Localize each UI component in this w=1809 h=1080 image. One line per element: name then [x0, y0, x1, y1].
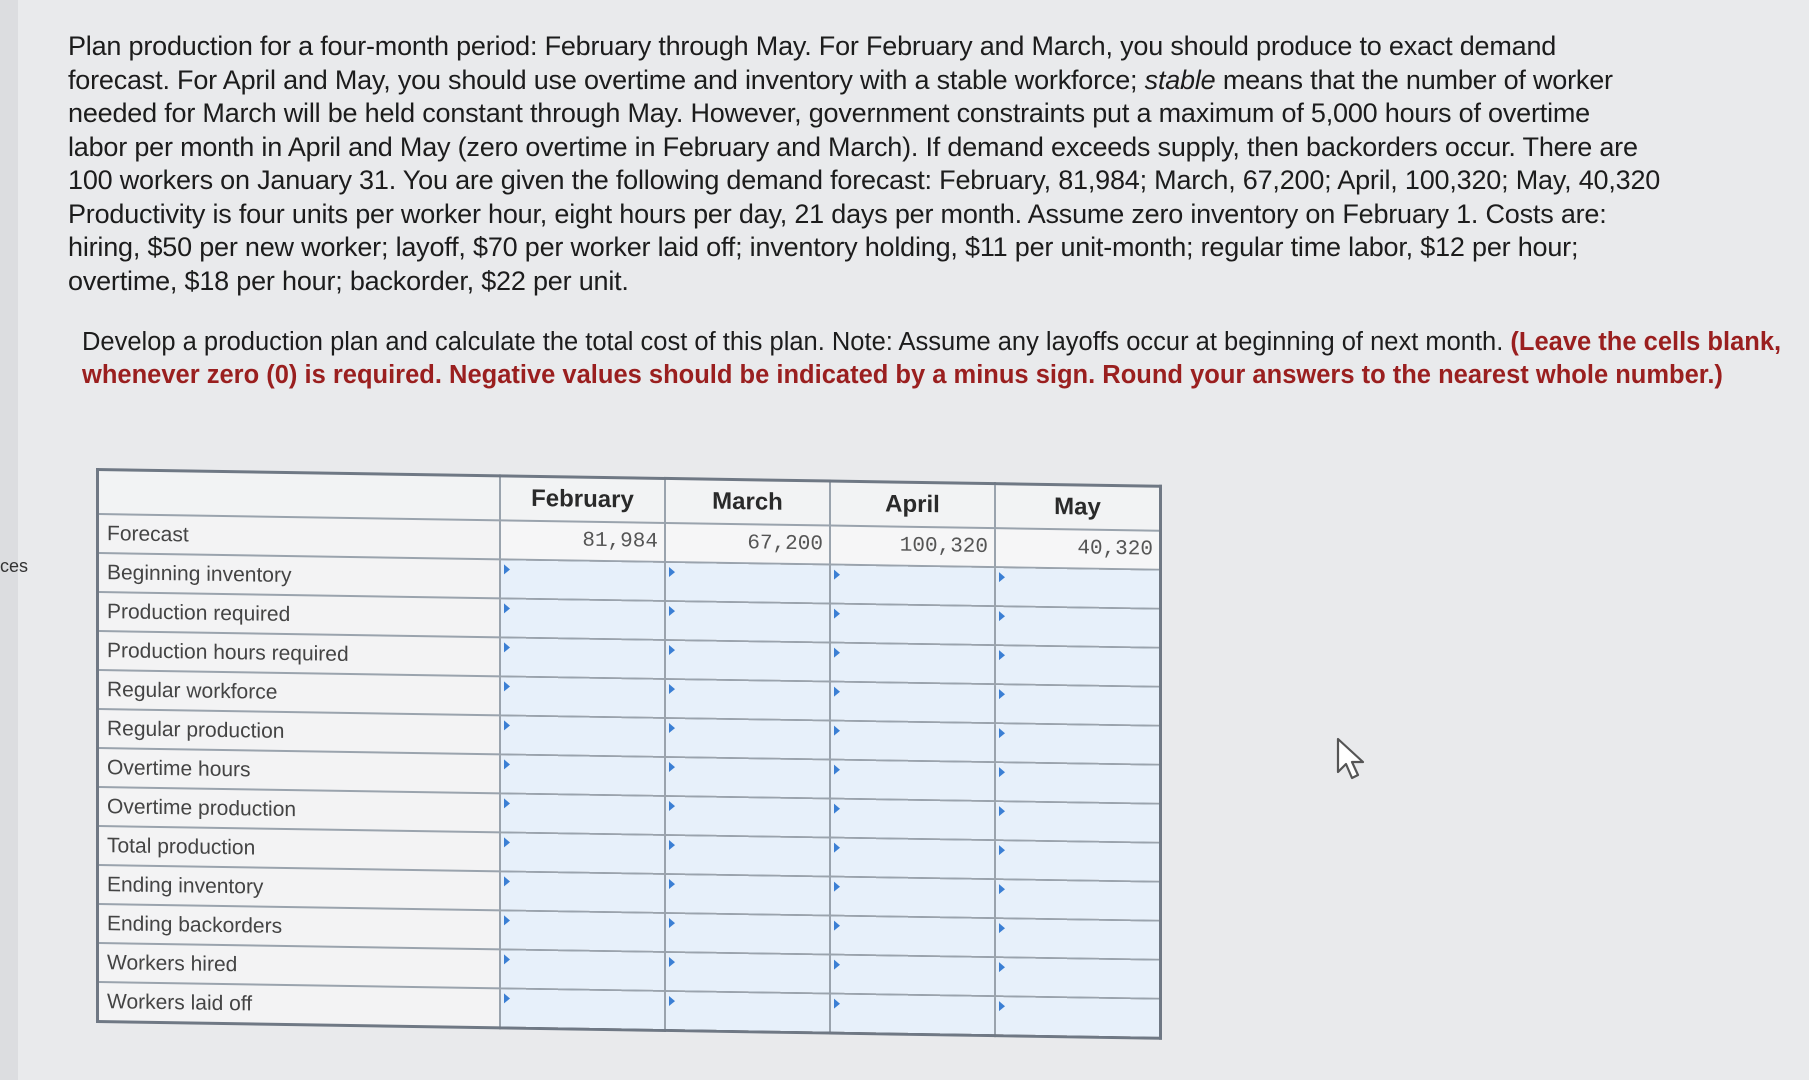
input-total-production-april[interactable]	[831, 839, 994, 879]
input-regular-production-february[interactable]	[501, 716, 664, 756]
row-label-workers-hired: Workers hired	[98, 943, 501, 988]
row-label-forecast: Forecast	[98, 514, 501, 559]
left-panel-edge	[0, 0, 18, 1080]
input-beginning-inventory-february[interactable]	[501, 560, 664, 600]
input-overtime-hours-may[interactable]	[996, 763, 1159, 803]
input-workers-laid-off-april[interactable]	[831, 995, 994, 1035]
problem-line: hiring, $50 per new worker; layoff, $70 per worker laid off; inventory holding, $11 per unit-month; regular time labor, $12 per hour;	[68, 232, 1579, 262]
input-regular-production-april[interactable]	[831, 722, 994, 762]
input-overtime-production-february[interactable]	[501, 794, 664, 834]
problem-line: needed for March will be held constant through May. However, government constraints put a maximum of 5,000 hours of overtime	[68, 98, 1590, 128]
cell-beginning-inventory-may	[995, 567, 1161, 609]
input-production-hours-required-may[interactable]	[996, 646, 1159, 686]
cell-regular-workforce-may	[995, 684, 1161, 726]
input-ending-inventory-april[interactable]	[831, 878, 994, 918]
cell-production-required-february	[500, 598, 665, 640]
input-production-required-february[interactable]	[501, 599, 664, 639]
cell-workers-hired-may	[995, 957, 1161, 999]
row-label-overtime-hours: Overtime hours	[98, 748, 501, 793]
row-label-production-hours-required: Production hours required	[98, 631, 501, 676]
cell-ending-backorders-february	[500, 910, 665, 952]
input-production-hours-required-april[interactable]	[831, 644, 994, 684]
cell-beginning-inventory-february	[500, 559, 665, 601]
cell-workers-laid-off-march	[665, 991, 830, 1033]
input-production-hours-required-february[interactable]	[501, 638, 664, 678]
input-overtime-production-april[interactable]	[831, 800, 994, 840]
cell-total-production-february	[500, 832, 665, 874]
cell-workers-hired-february	[500, 949, 665, 991]
cell-total-production-april	[830, 838, 995, 880]
forecast-value-march: 67,200	[665, 523, 830, 565]
cell-production-hours-required-march	[665, 640, 830, 682]
input-workers-laid-off-february[interactable]	[501, 989, 664, 1029]
side-panel-text: ces	[0, 556, 29, 576]
input-beginning-inventory-march[interactable]	[666, 563, 829, 603]
month-header-april: April	[830, 481, 995, 528]
input-beginning-inventory-april[interactable]	[831, 566, 994, 606]
cell-overtime-production-april	[830, 799, 995, 841]
production-plan-table	[96, 468, 1162, 1040]
row-label-regular-workforce: Regular workforce	[98, 670, 501, 715]
cell-overtime-production-february	[500, 793, 665, 835]
input-total-production-march[interactable]	[666, 836, 829, 876]
input-production-required-may[interactable]	[996, 607, 1159, 647]
instructions-bold-note: (Leave the cells blank, whenever zero (0) is required. Negative values should be indicated by a minus sign. Round your answers to the nearest whole number.)	[82, 328, 1782, 389]
cell-workers-hired-april	[830, 955, 995, 997]
cell-workers-laid-off-february	[500, 988, 665, 1030]
cell-overtime-hours-march	[665, 757, 830, 799]
input-workers-laid-off-may[interactable]	[996, 997, 1159, 1037]
cell-production-required-may	[995, 606, 1161, 648]
month-header-february: February	[500, 476, 665, 523]
cell-beginning-inventory-march	[665, 562, 830, 604]
cell-workers-laid-off-april	[830, 994, 995, 1036]
problem-line: overtime, $18 per hour; backorder, $22 per unit.	[68, 265, 629, 296]
input-production-required-march[interactable]	[666, 602, 829, 642]
cell-regular-workforce-february	[500, 676, 665, 718]
cell-ending-backorders-march	[665, 913, 830, 955]
cell-overtime-production-may	[995, 801, 1161, 843]
forecast-value-april: 100,320	[830, 526, 995, 568]
input-overtime-hours-february[interactable]	[501, 755, 664, 795]
input-overtime-production-may[interactable]	[996, 802, 1159, 842]
cell-ending-inventory-march	[665, 874, 830, 916]
input-workers-hired-february[interactable]	[501, 950, 664, 990]
cell-beginning-inventory-april	[830, 565, 995, 607]
month-header-march: March	[665, 478, 830, 525]
input-overtime-hours-april[interactable]	[831, 761, 994, 801]
row-label-ending-inventory: Ending inventory	[98, 865, 501, 910]
cell-overtime-hours-february	[500, 754, 665, 796]
row-label-overtime-production: Overtime production	[98, 787, 501, 832]
input-production-hours-required-march[interactable]	[666, 641, 829, 681]
input-overtime-hours-march[interactable]	[666, 758, 829, 798]
input-ending-backorders-may[interactable]	[996, 919, 1159, 959]
instructions-text: Develop a production plan and calculate the total cost of this plan. Note: Assume any layoffs occur at beginning of next month.	[82, 328, 1504, 356]
problem-line: Plan production for a four-month period: February through May. For February and March, you should produce to exact demand	[68, 31, 1557, 61]
row-label-ending-backorders: Ending backorders	[98, 904, 501, 949]
cell-ending-backorders-may	[995, 918, 1161, 960]
input-ending-inventory-february[interactable]	[501, 872, 664, 912]
row-label-total-production: Total production	[98, 826, 501, 871]
cell-ending-inventory-may	[995, 879, 1161, 921]
cell-total-production-may	[995, 840, 1161, 882]
problem-line: Productivity is four units per worker hour, eight hours per day, 21 days per month. Assume zero inventory on February 1. Costs are:	[68, 198, 1607, 229]
cell-production-hours-required-april	[830, 643, 995, 685]
input-ending-inventory-march[interactable]	[666, 875, 829, 915]
input-ending-inventory-may[interactable]	[996, 880, 1159, 920]
input-regular-workforce-february[interactable]	[501, 677, 664, 717]
cell-overtime-production-march	[665, 796, 830, 838]
cell-ending-backorders-april	[830, 916, 995, 958]
cell-regular-production-february	[500, 715, 665, 757]
input-ending-backorders-april[interactable]	[831, 917, 994, 957]
problem-line: forecast. For April and May, you should use overtime and inventory with a stable workforce; stable means that the number of worker	[68, 64, 1613, 95]
cell-regular-production-may	[995, 723, 1161, 765]
row-label-production-required: Production required	[98, 592, 501, 637]
input-workers-hired-may[interactable]	[996, 958, 1159, 998]
production-plan-table-wrapper	[96, 468, 1162, 1040]
cell-overtime-hours-april	[830, 760, 995, 802]
input-total-production-may[interactable]	[996, 841, 1159, 881]
cell-regular-workforce-april	[830, 682, 995, 724]
cell-ending-inventory-april	[830, 877, 995, 919]
input-workers-hired-april[interactable]	[831, 956, 994, 996]
cell-total-production-march	[665, 835, 830, 877]
cell-workers-hired-march	[665, 952, 830, 994]
input-regular-workforce-may[interactable]	[996, 685, 1159, 725]
input-production-required-april[interactable]	[831, 605, 994, 645]
input-regular-workforce-april[interactable]	[831, 683, 994, 723]
cell-regular-production-march	[665, 718, 830, 760]
cell-production-required-april	[830, 604, 995, 646]
mouse-cursor-icon	[1334, 736, 1368, 782]
cell-regular-workforce-march	[665, 679, 830, 721]
problem-statement	[68, 30, 1788, 298]
forecast-value-may: 40,320	[995, 528, 1161, 570]
input-ending-backorders-march[interactable]	[666, 914, 829, 954]
forecast-value-february: 81,984	[500, 520, 665, 562]
row-label-beginning-inventory: Beginning inventory	[98, 553, 501, 598]
cell-production-hours-required-february	[500, 637, 665, 679]
table-corner-cell	[98, 470, 501, 521]
cell-overtime-hours-may	[995, 762, 1161, 804]
cell-production-hours-required-may	[995, 645, 1161, 687]
input-workers-laid-off-march[interactable]	[666, 992, 829, 1032]
input-regular-workforce-march[interactable]	[666, 680, 829, 720]
cell-production-required-march	[665, 601, 830, 643]
input-beginning-inventory-may[interactable]	[996, 568, 1159, 608]
input-overtime-production-march[interactable]	[666, 797, 829, 837]
problem-line: labor per month in April and May (zero overtime in February and March). If demand exceeds supply, then backorders occur. There are	[68, 131, 1638, 162]
cell-ending-inventory-february	[500, 871, 665, 913]
input-ending-backorders-february[interactable]	[501, 911, 664, 951]
row-label-workers-laid-off: Workers laid off	[98, 982, 501, 1028]
instructions	[82, 326, 1802, 392]
problem-line: 100 workers on January 31. You are given the following demand forecast: February, 81,984; March, 67,200; April, 100,320; May, 40,320	[68, 165, 1661, 195]
cell-regular-production-april	[830, 721, 995, 763]
row-label-regular-production: Regular production	[98, 709, 501, 754]
input-regular-production-march[interactable]	[666, 719, 829, 759]
input-regular-production-may[interactable]	[996, 724, 1159, 764]
cell-workers-laid-off-may	[995, 996, 1161, 1038]
month-header-may: May	[995, 484, 1161, 531]
input-workers-hired-march[interactable]	[666, 953, 829, 993]
input-total-production-february[interactable]	[501, 833, 664, 873]
